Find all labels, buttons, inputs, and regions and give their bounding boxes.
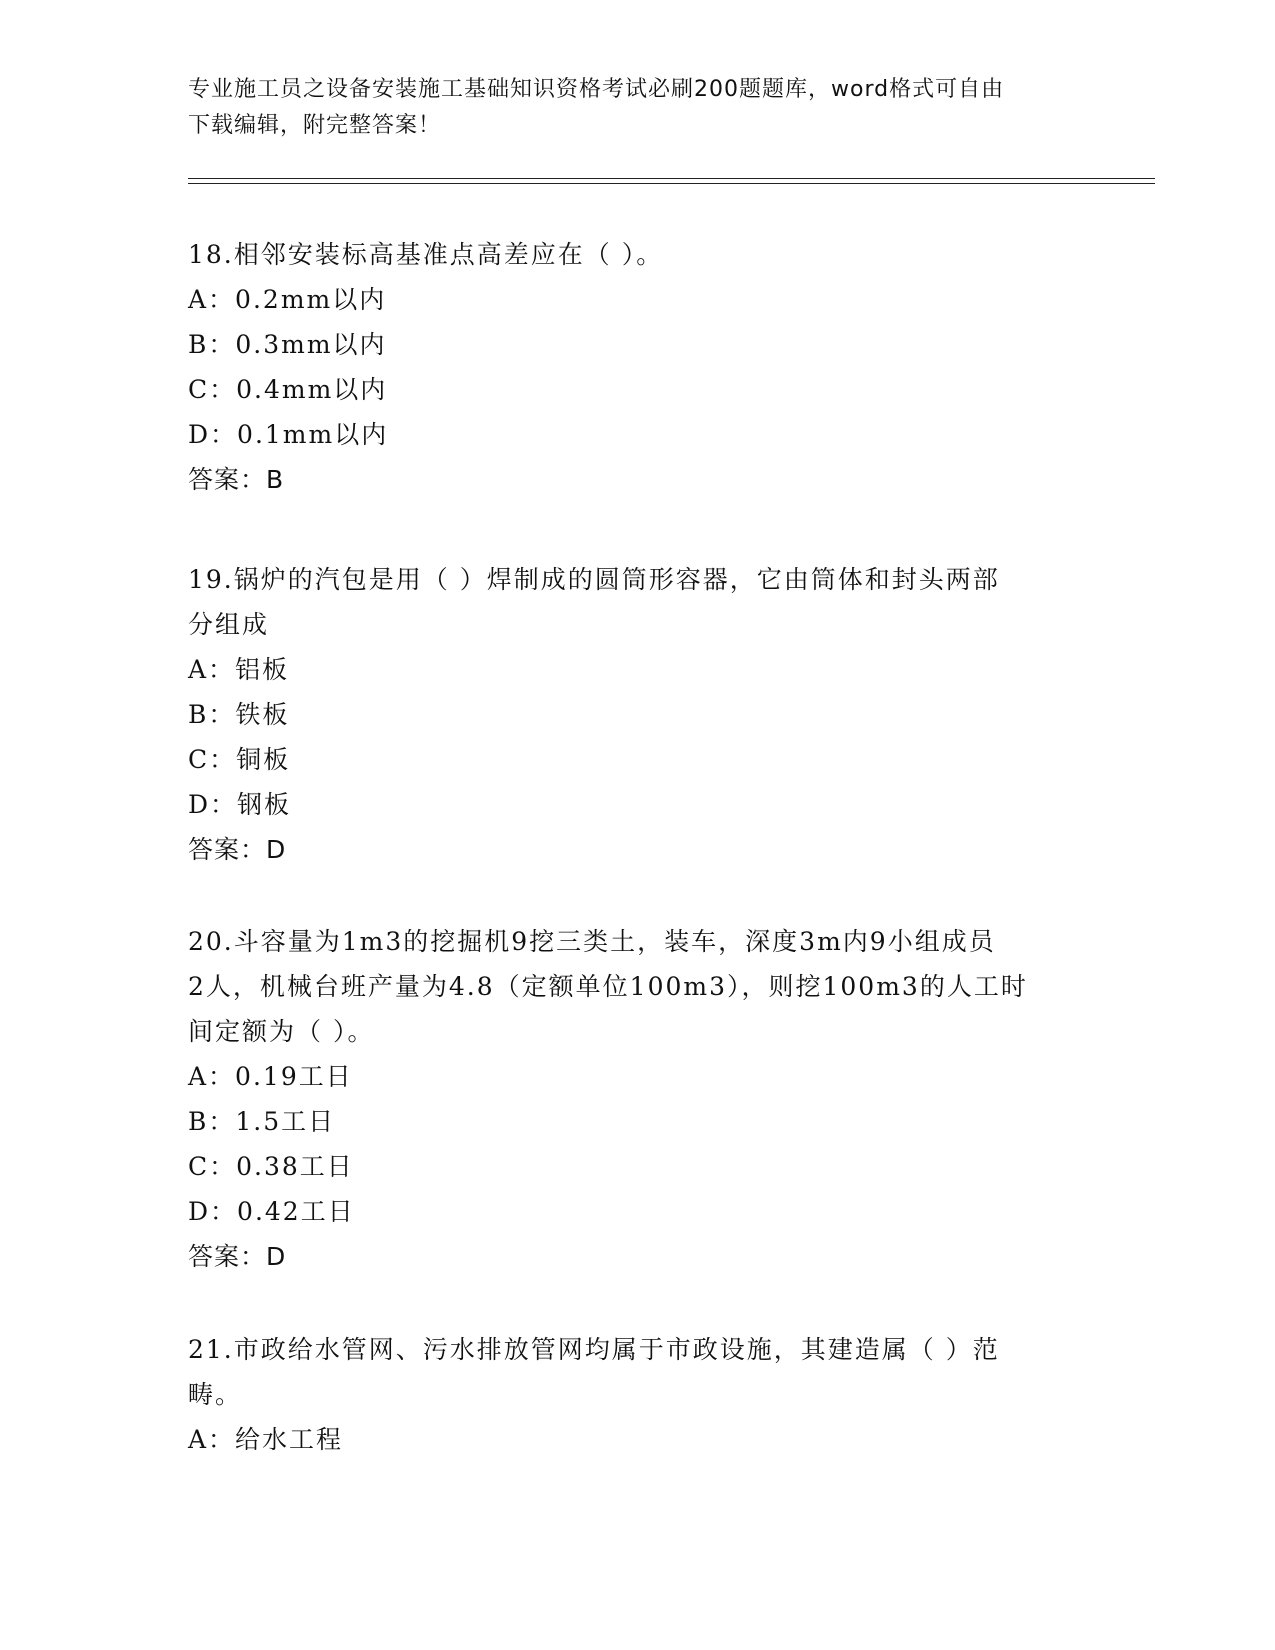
question-stem-line-1: 20.斗容量为1m3的挖掘机9挖三类土，装车，深度3m内9小组成员 <box>188 927 996 956</box>
option-b: B：0.3mm以内 <box>188 330 387 359</box>
option-d: D：0.42工日 <box>188 1197 355 1226</box>
question-stem-line-1: 19.锅炉的汽包是用（ ）焊制成的圆筒形容器，它由筒体和封头两部 <box>188 565 1000 594</box>
question-stem-line-2: 畴。 <box>188 1380 243 1409</box>
header-line-2: 下载编辑，附完整答案！ <box>188 113 442 138</box>
option-d: D：0.1mm以内 <box>188 420 389 449</box>
question-20 <box>188 919 1068 1279</box>
option-c: C：铜板 <box>188 745 291 774</box>
question-stem-line-2: 2人，机械台班产量为4.8（定额单位100m3），则挖100m3的人工时 <box>188 972 1028 1001</box>
question-stem-line-3: 间定额为（ ）。 <box>188 1017 375 1046</box>
option-b: B：1.5工日 <box>188 1107 336 1136</box>
option-d: D：钢板 <box>188 790 292 819</box>
option-a: A：给水工程 <box>188 1425 344 1454</box>
question-stem: 18.相邻安装标高基准点高差应在（ ）。 <box>188 240 664 269</box>
question-21 <box>188 1327 1068 1462</box>
option-a: A：0.19工日 <box>188 1062 353 1091</box>
option-a: A：铝板 <box>188 655 290 684</box>
question-18 <box>188 232 1068 502</box>
option-b: B：铁板 <box>188 700 290 729</box>
header-divider-bottom <box>188 183 1155 184</box>
question-stem-line-1: 21.市政给水管网、污水排放管网均属于市政设施，其建造属（ ）范 <box>188 1335 1000 1364</box>
option-c: C：0.4mm以内 <box>188 375 388 404</box>
answer: 答案：B <box>188 465 285 494</box>
answer: 答案：D <box>188 835 287 864</box>
answer: 答案：D <box>188 1242 287 1271</box>
header-divider-top <box>188 178 1155 179</box>
option-a: A：0.2mm以内 <box>188 285 387 314</box>
question-19 <box>188 557 1068 872</box>
header-line-1: 专业施工员之设备安装施工基础知识资格考试必刷200题题库，word格式可自由 <box>188 77 1005 102</box>
option-c: C：0.38工日 <box>188 1152 354 1181</box>
document-header <box>188 72 1088 144</box>
question-stem-line-2: 分组成 <box>188 610 270 639</box>
